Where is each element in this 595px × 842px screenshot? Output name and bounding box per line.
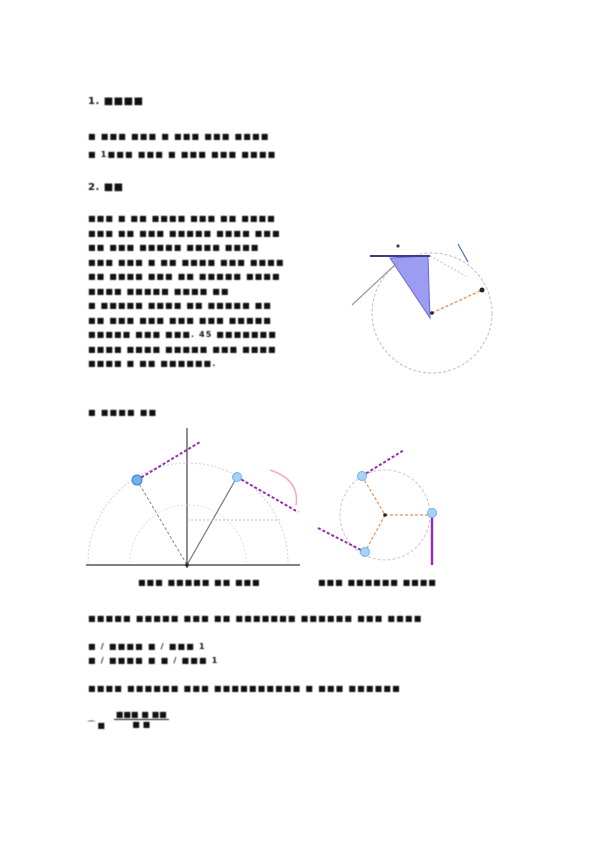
- paragraph-line: ■■ ■■■ ■■■ ■■■ ■■■ ■■■■■: [88, 315, 272, 325]
- paragraph-line: ■■■ ■■ ■■■ ■■■■■ ■■■■ ■■■: [88, 228, 281, 238]
- sentence-1: ■■■■■ ■■■■■ ■■■ ■■ ■■■■■■■ ■■■■■■ ■■■ ■■■■: [88, 614, 423, 623]
- caption-left: ■■■ ■■■■■ ■■ ■■■: [138, 578, 261, 587]
- formula-lhs: ⁀ ■: [88, 721, 105, 730]
- purple-segment: [318, 528, 365, 552]
- orange-radius: [365, 515, 385, 552]
- center-point: [383, 513, 387, 517]
- orange-radius: [362, 476, 385, 515]
- blue-point: [428, 509, 437, 518]
- paragraph-line: ■■ ■■■■ ■■■ ■■ ■■■■■ ■■■■: [88, 272, 281, 281]
- sentence-2: ■■■■ ■■■■■■ ■■■ ■■■■■■■■■■ ■ ■■■ ■■■■■■: [88, 684, 401, 693]
- section1-heading: 1. ■■■■: [88, 96, 144, 107]
- caption-right: ■■■ ■■■■■■ ■■■■: [318, 578, 437, 587]
- section1-line-2: ■ 1■■■ ■■■ ■ ■■■ ■■■ ■■■■: [88, 150, 277, 159]
- purple-segment: [362, 450, 404, 476]
- paragraph-line: ■■■■ ■ ■■ ■■■■■■.: [88, 359, 217, 368]
- fraction-numerator: ■■■ ■ ■■: [115, 710, 167, 719]
- paragraph-line: ■■■ ■ ■■ ■■■■ ■■■ ■■ ■■■■: [88, 214, 276, 223]
- paragraph-line: ■■ ■■■ ■■■■■ ■■■■ ■■■■: [88, 243, 260, 252]
- paragraph-line: ■■■■■ ■■■ ■■■. 45 ■■■■■■■: [88, 330, 277, 339]
- blue-point: [358, 472, 367, 481]
- paragraph-line: ■ ■■■■■ ■■■■ ■■ ■■■■■ ■■: [88, 301, 272, 310]
- paragraph-line: ■■■■ ■■■■ ■■■■■ ■■■ ■■■■: [88, 344, 277, 354]
- section1-line-1: ■ ■■■ ■■■ ■ ■■■ ■■■ ■■■■: [88, 132, 270, 141]
- fraction-formula: [88, 710, 169, 729]
- formula-line-1: ■ / ■■■■ ■ / ■■■ 1: [88, 642, 206, 651]
- formula-fraction: [114, 710, 169, 729]
- paragraph-line: ■■■■ ■■■■■ ■■■■ ■■: [88, 286, 230, 296]
- fraction-denominator: ■ ■: [132, 720, 151, 729]
- subsection-label: ■ ■■■■ ■■: [88, 408, 158, 417]
- blue-point: [361, 548, 370, 557]
- paragraph-line: ■■■ ■■■ ■ ■■ ■■■■ ■■■ ■■■■: [88, 257, 285, 267]
- formula-line-2: ■ / ■■■■ ■ ■ / ■■■ 1: [88, 656, 219, 665]
- section2-heading: 2. ■■: [88, 182, 124, 193]
